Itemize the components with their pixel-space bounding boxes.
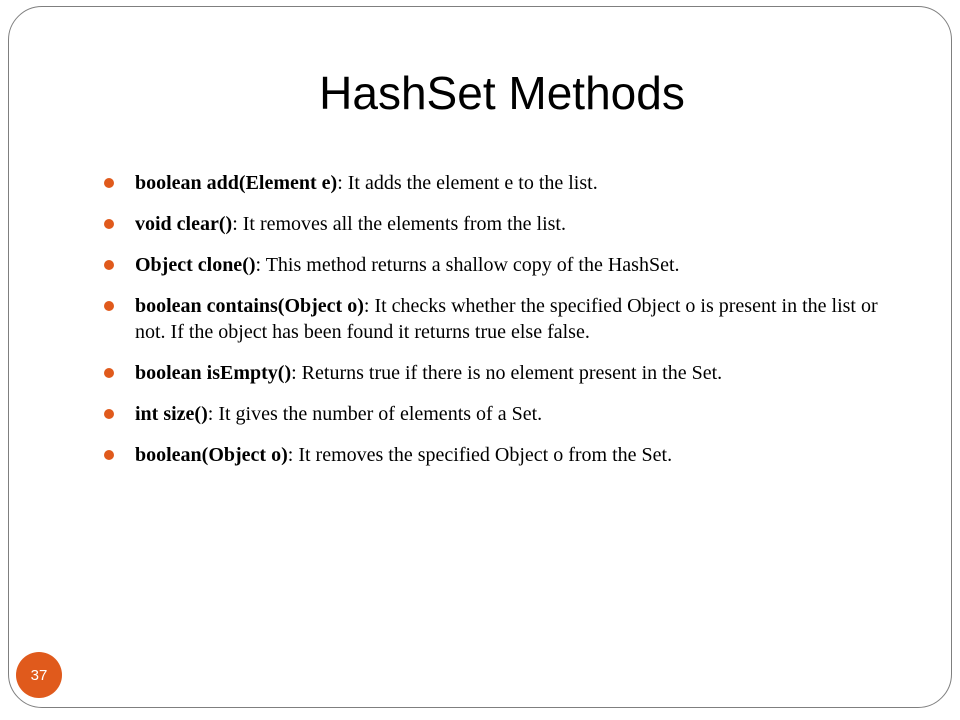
method-description: : Returns true if there is no element present in the Set. bbox=[291, 362, 723, 384]
list-item bbox=[104, 442, 904, 468]
method-description: : It gives the number of elements of a Set. bbox=[207, 403, 543, 425]
list-item bbox=[104, 211, 904, 237]
bullet-icon bbox=[104, 301, 114, 311]
list-item bbox=[104, 293, 904, 345]
slide-title: HashSet Methods bbox=[319, 67, 685, 119]
bullet-icon bbox=[104, 409, 114, 419]
bullet-icon bbox=[104, 450, 114, 460]
method-signature: int size() bbox=[135, 403, 208, 425]
method-description: : It checks whether the specified Object o is present in the list or not. If the object has been found it returns true else false. bbox=[135, 295, 878, 343]
method-description: : It removes the specified Object o from the Set. bbox=[287, 444, 673, 466]
bullet-icon bbox=[104, 219, 114, 229]
method-signature: boolean(Object o) bbox=[135, 444, 288, 466]
list-item bbox=[104, 170, 904, 196]
list-item bbox=[104, 401, 904, 427]
method-description: : This method returns a shallow copy of the HashSet. bbox=[255, 254, 680, 276]
method-signature: Object clone() bbox=[135, 254, 256, 276]
list-item bbox=[104, 360, 904, 386]
method-signature: boolean add(Element e) bbox=[135, 172, 338, 194]
page-number-badge: 37 bbox=[16, 652, 62, 698]
bullet-list bbox=[104, 170, 904, 483]
method-signature: boolean contains(Object o) bbox=[135, 295, 364, 317]
bullet-icon bbox=[104, 178, 114, 188]
list-item bbox=[104, 252, 904, 278]
method-signature: void clear() bbox=[135, 213, 233, 235]
method-signature: boolean isEmpty() bbox=[135, 362, 292, 384]
bullet-icon bbox=[104, 260, 114, 270]
bullet-icon bbox=[104, 368, 114, 378]
method-description: : It removes all the elements from the list. bbox=[232, 213, 566, 235]
method-description: : It adds the element e to the list. bbox=[337, 172, 598, 194]
